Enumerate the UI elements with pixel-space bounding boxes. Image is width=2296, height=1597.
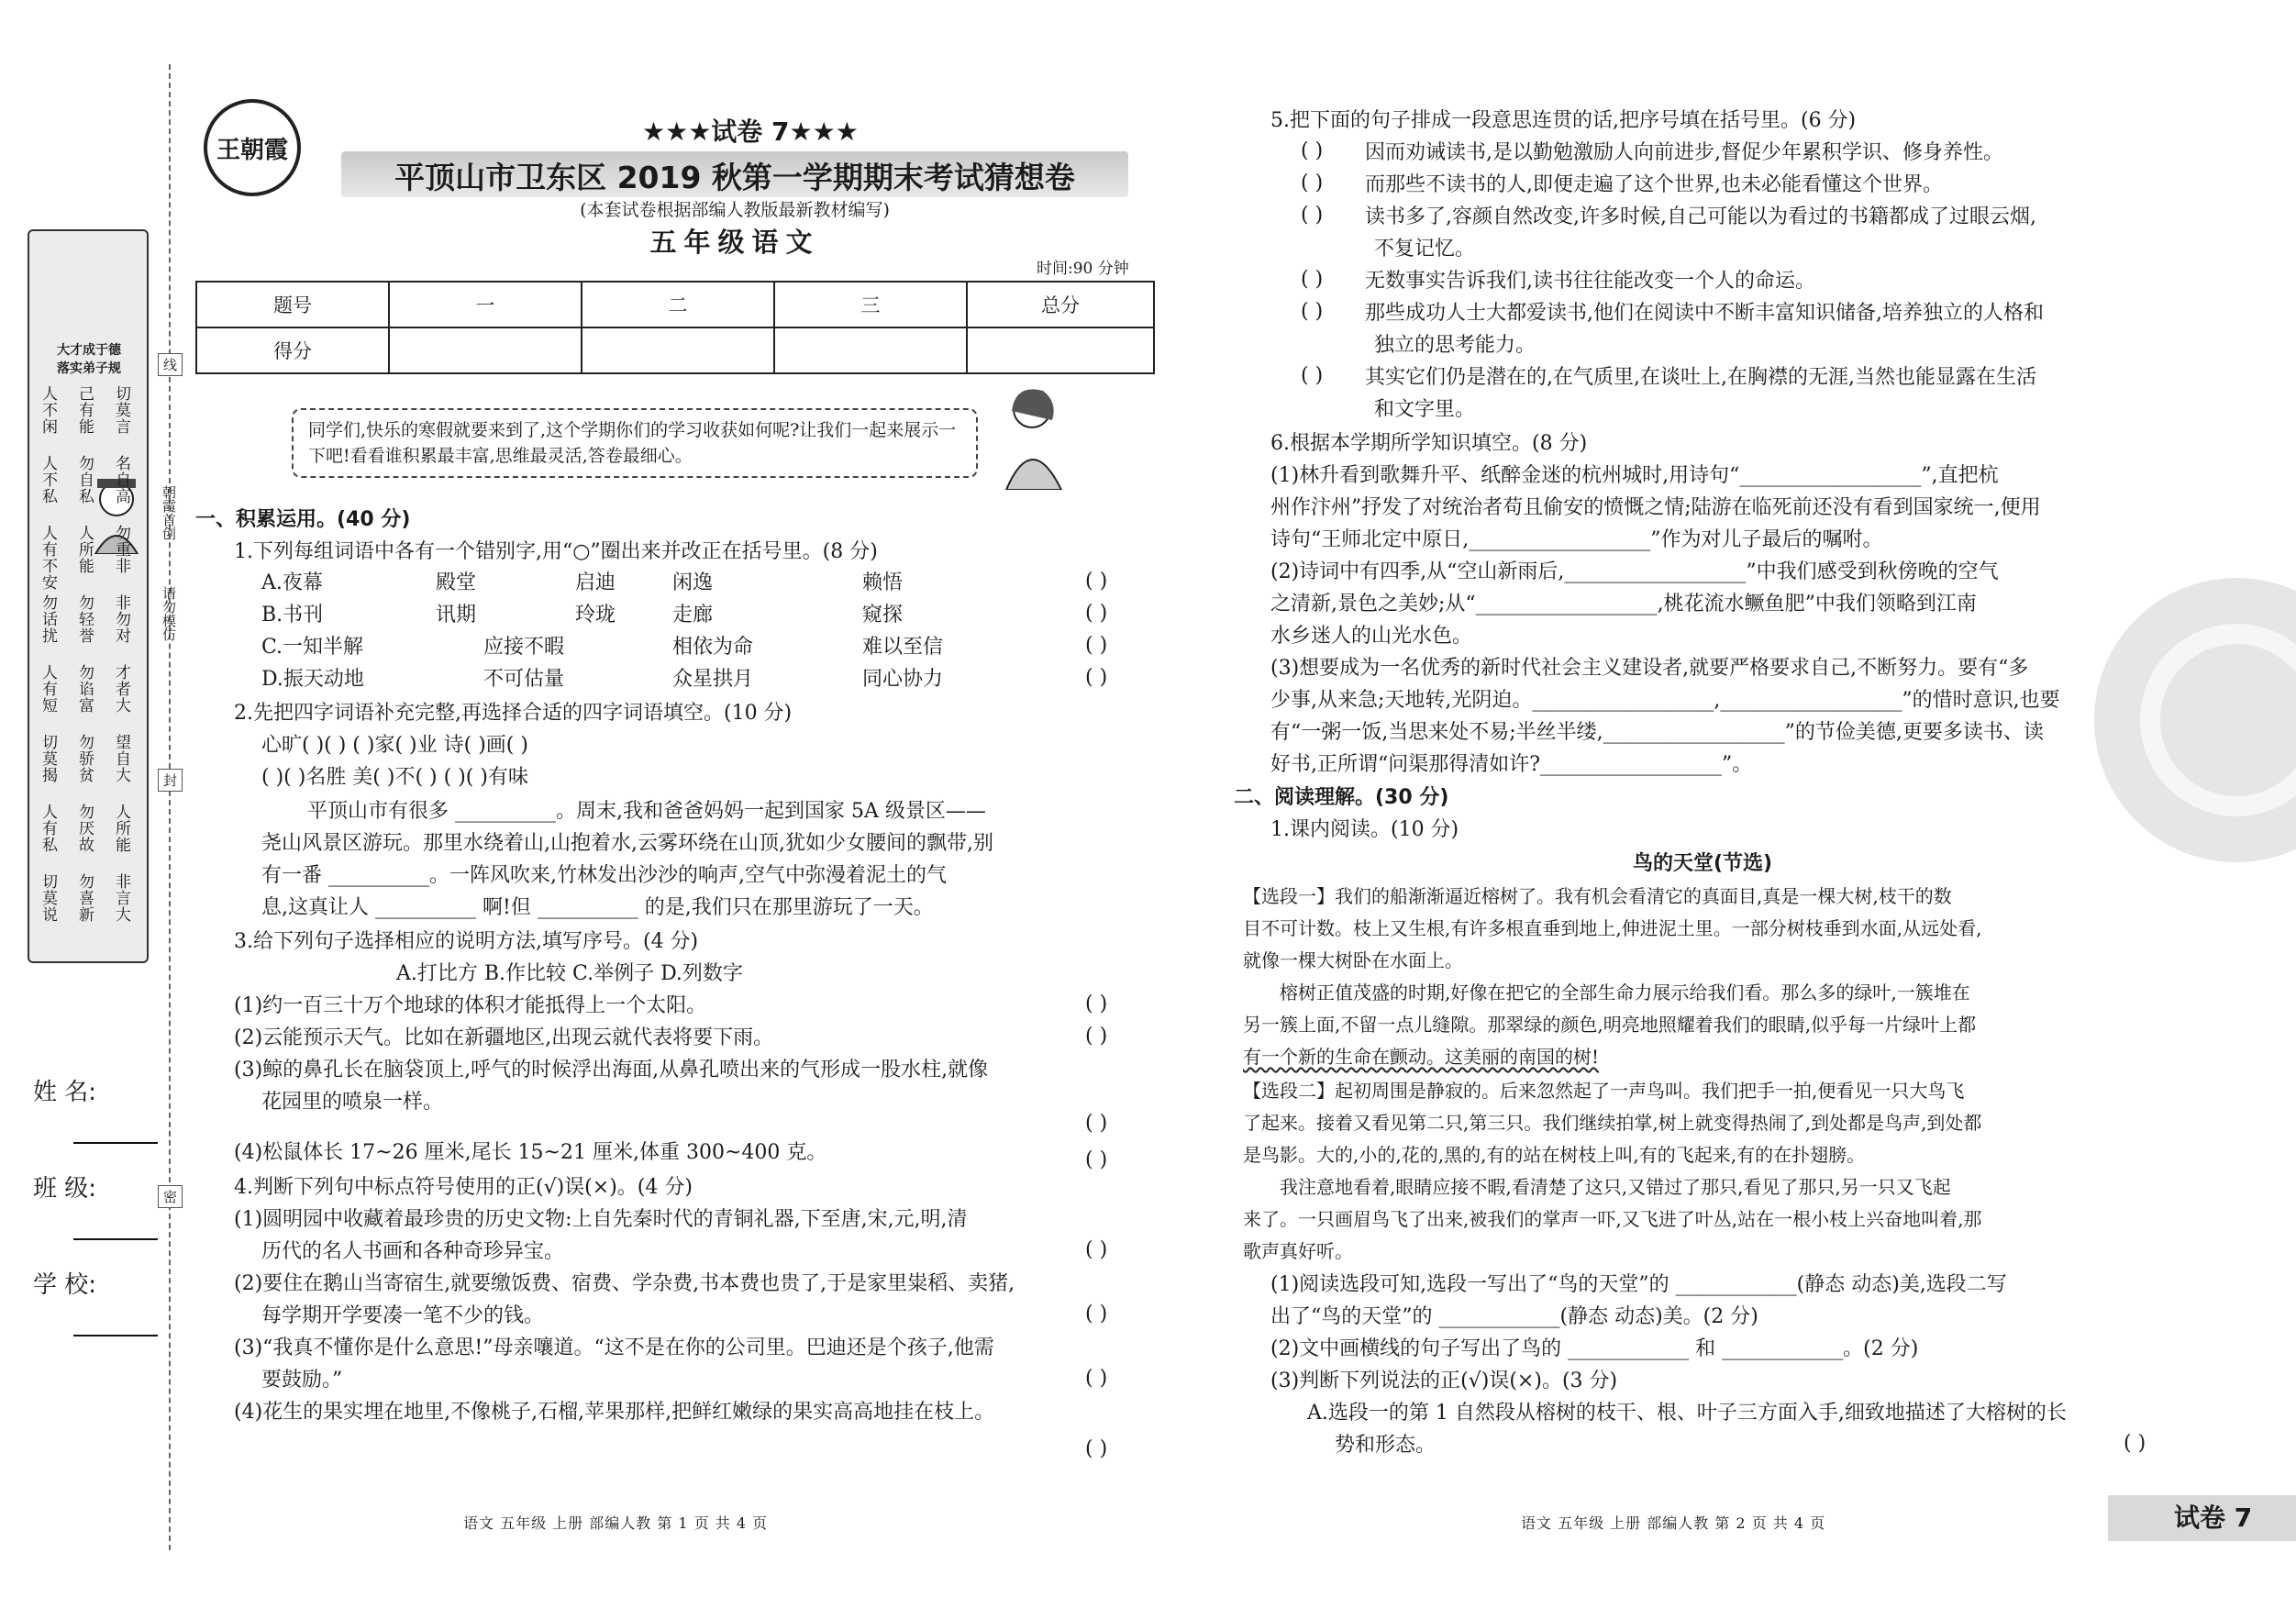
- sidebar-verses: [35, 385, 145, 943]
- answer-bracket[interactable]: ( ): [1085, 1437, 1108, 1460]
- q5-sentence: 和文字里。: [1374, 398, 1476, 421]
- q1-word: 赖悟: [862, 571, 904, 594]
- verse: 勿骄贫: [75, 734, 94, 783]
- q1-word: 不可估量: [483, 668, 565, 691]
- reading-question: (3)判断下列说法的正(√)误(×)。(3 分): [1270, 1370, 1618, 1392]
- q5-sentence: 无数事实告诉我们,读书往往能改变一个人的命运。: [1365, 270, 1815, 293]
- verse: 人有私: [39, 804, 57, 853]
- q1-word: D.振天动地: [261, 668, 364, 691]
- q3-item: 花园里的喷泉一样。: [261, 1091, 444, 1114]
- answer-bracket[interactable]: ( ): [1085, 666, 1108, 689]
- q6-line: (1)林升看到歌舞升平、纸醉金迷的杭州城时,用诗句“__________________”,直把杭: [1270, 464, 1999, 487]
- q6-line: 好书,正所谓“问渠那得清如许?__________________”。: [1270, 753, 1753, 776]
- q3-options: A.打比方 B.作比较 C.举例子 D.列数字: [396, 962, 743, 985]
- answer-bracket[interactable]: ( ): [1085, 993, 1108, 1015]
- answer-bracket[interactable]: ( ): [1085, 1238, 1108, 1261]
- paper-number: ★★★试卷 7★★★: [642, 116, 859, 147]
- q5-sentence: 而那些不读书的人,即便走遍了这个世界,也未必能看懂这个世界。: [1365, 173, 1943, 196]
- score-table-row: [196, 282, 1154, 327]
- q6-line: 有“一粥一饭,当思来处不易;半丝半缕,__________________”的节俭美德,更要多读书、读: [1270, 721, 2044, 744]
- q1-word: A.夜幕: [261, 571, 323, 594]
- q1-word: 闲逸: [672, 571, 714, 594]
- verse: 非勿对: [112, 594, 130, 644]
- cut-line: [169, 64, 171, 1550]
- student-school-field[interactable]: [73, 1335, 158, 1336]
- cut-label-seal: 封: [158, 769, 183, 792]
- q6-line: 少事,从来急;天地转,光阴迫。__________________,__________________”的惜时意识,也要: [1270, 689, 2060, 712]
- q4-item: (2)要住在鹅山当寄宿生,就要缴饭费、宿费、学杂费,书本费也贵了,于是家里粜稻、卖猪,: [234, 1272, 1015, 1295]
- answer-bracket[interactable]: ( ): [1301, 268, 1324, 291]
- verse: 人有短: [39, 664, 57, 714]
- q3-item: (3)鲸的鼻孔长在脑袋顶上,呼气的时候浮出海面,从鼻孔喷出来的气形成一股水柱,就像: [234, 1059, 989, 1081]
- score-input-cell[interactable]: [967, 327, 1154, 373]
- passage-line-underlined: 有一个新的生命在颤动。这美丽的南国的树!: [1243, 1046, 1600, 1068]
- subject-title: 五年级语文: [649, 227, 820, 258]
- cut-label-warning: 请勿模仿: [161, 586, 177, 641]
- answer-bracket[interactable]: ( ): [1085, 602, 1108, 625]
- q1-word: B.书刊: [261, 604, 324, 627]
- q6-line: 州作汴州”抒发了对统治者苟且偷安的愤慨之情;陆游在临死前还没有看到国家统一,便用: [1270, 496, 2041, 519]
- passage-line: 另一簇上面,不留一点儿缝隙。那翠绿的颜色,明亮地照耀着我们的眼睛,似乎每一片绿叶上都: [1243, 1014, 1977, 1036]
- answer-bracket[interactable]: ( ): [1085, 1367, 1108, 1390]
- verse: 勿谄富: [75, 664, 94, 714]
- answer-bracket[interactable]: ( ): [1085, 1148, 1108, 1171]
- answer-bracket[interactable]: ( ): [1085, 1303, 1108, 1325]
- q5-sentence: 独立的思考能力。: [1374, 334, 1536, 357]
- verse: 非言大: [112, 873, 130, 923]
- table-cell: 得分: [196, 327, 389, 373]
- verse: 切莫说: [39, 873, 57, 923]
- passage-line: 来了。一只画眉鸟飞了出来,被我们的掌声一吓,又飞进了叶丛,站在一根小枝上兴奋地叫着,那: [1243, 1208, 1982, 1230]
- q6-line: 水乡迷人的山光水色。: [1270, 625, 1473, 648]
- publisher-logo: [204, 99, 301, 196]
- q1-word: 众星拱月: [672, 668, 754, 691]
- passage-line: 了起来。接着又看见第二只,第三只。我们继续拍掌,树上就变得热闹了,到处都是鸟声,到处都: [1243, 1112, 1982, 1134]
- q4-prompt: 4.判断下列句中标点符号使用的正(√)误(×)。(4 分): [234, 1176, 693, 1199]
- q1-word: 窥探: [862, 604, 904, 627]
- reading-question: (2)文中画横线的句子写出了鸟的 ____________ 和 ____________。(2 分): [1270, 1337, 1919, 1360]
- logo-text: 王朝霞: [216, 136, 288, 164]
- answer-bracket[interactable]: ( ): [1085, 1025, 1108, 1048]
- cut-label-secret: 密: [158, 1185, 183, 1208]
- reading-question: A.选段一的第 1 自然段从榕树的枝干、根、叶子三方面入手,细致地描述了大榕树的长: [1307, 1402, 2067, 1425]
- q6-line: 之清新,景色之美妙;从“__________________,桃花流水鳜鱼肥”中我们领略到江南: [1270, 593, 1977, 616]
- section2-heading: 二、阅读理解。(30 分): [1234, 786, 1449, 809]
- verse: 名自高: [112, 455, 130, 505]
- score-input-cell[interactable]: [389, 327, 582, 373]
- q4-item: (4)花生的果实埋在地里,不像桃子,石榴,苹果那样,把鲜红嫩绿的果实高高地挂在枝上。: [234, 1401, 995, 1424]
- q1-word: 玲珑: [575, 604, 616, 627]
- q2-paragraph: 平顶山市有很多 __________。周末,我和爸爸妈妈一起到国家 5A 级景区——: [307, 800, 986, 823]
- q5-sentence: 那些成功人士大都爱读书,他们在阅读中不断丰富知识储备,培养独立的人格和: [1365, 302, 2044, 325]
- q1-word: 启迪: [575, 571, 616, 594]
- q4-item: (1)圆明园中收藏着最珍贵的历史文物:上自先秦时代的青铜礼器,下至唐,宋,元,明,清: [234, 1208, 968, 1231]
- reading1-prompt: 1.课内阅读。(10 分): [1270, 818, 1459, 841]
- score-table: [195, 281, 1155, 374]
- verse: 勿自私: [75, 455, 94, 505]
- q3-item: (1)约一百三十万个地球的体积才能抵得上一个太阳。: [234, 994, 707, 1017]
- answer-bracket[interactable]: ( ): [1301, 364, 1324, 387]
- verse: 人不私: [39, 455, 57, 505]
- student-school-label: 学 校:: [33, 1271, 97, 1299]
- passage-line: 是鸟影。大的,小的,花的,黑的,有的站在树枝上叫,有的飞起来,有的在扑翅膀。: [1243, 1144, 1866, 1166]
- answer-bracket[interactable]: ( ): [1085, 1112, 1108, 1135]
- score-table-row: [196, 327, 1154, 373]
- reading-question: 势和形态。: [1335, 1434, 1436, 1457]
- cut-label-line: 线: [158, 353, 183, 376]
- reading-question: (1)阅读选段可知,选段一写出了“鸟的天堂”的 ____________(静态 动态)美,选段二写: [1270, 1273, 2007, 1296]
- right-footer: 语文 五年级 上册 部编人教 第 2 页 共 4 页: [1521, 1514, 1826, 1532]
- q5-prompt: 5.把下面的句子排成一段意思连贯的话,把序号填在括号里。(6 分): [1270, 109, 1857, 132]
- passage-title: 鸟的天堂(节选): [1633, 852, 1773, 875]
- exam-time: 时间:90 分钟: [1037, 260, 1129, 278]
- q1-word: 走廊: [672, 604, 714, 627]
- motto-line-1: 大才成于德: [57, 343, 121, 358]
- answer-bracket[interactable]: ( ): [1085, 570, 1108, 593]
- verse: 勿厌故: [75, 804, 94, 853]
- verse: 望自大: [112, 734, 130, 783]
- exam-subtitle: (本套试卷根据部编人教版最新教材编写): [580, 200, 890, 220]
- table-cell: 题号: [196, 282, 389, 327]
- verse: 人所能: [75, 525, 94, 574]
- q4-item: 每学期开学要凑一笔不少的钱。: [261, 1304, 545, 1327]
- q1-word: 应接不暇: [483, 636, 565, 659]
- q6-line: 诗句“王师北定中原日,__________________”作为对儿子最后的嘱咐。: [1270, 528, 1883, 551]
- reading-question: 出了“鸟的天堂”的 ____________(静态 动态)美。(2 分): [1270, 1305, 1758, 1328]
- answer-bracket[interactable]: ( ): [1301, 300, 1324, 323]
- student-name-label: 姓 名:: [33, 1079, 97, 1106]
- score-input-cell[interactable]: [582, 327, 774, 373]
- verse: 切莫揭: [39, 734, 57, 783]
- q1-word: 殿堂: [436, 571, 477, 594]
- q6-line: (2)诗词中有四季,从“空山新雨后,__________________”中我们感受到秋傍晚的空气: [1270, 560, 1999, 583]
- table-cell: 总分: [967, 282, 1154, 327]
- passage-line: 就像一棵大树卧在水面上。: [1243, 949, 1463, 971]
- q1-word: 讯期: [436, 604, 477, 627]
- verse: 勿喜新: [75, 873, 94, 923]
- q4-item: 历代的名人书画和各种奇珍异宝。: [261, 1240, 565, 1263]
- table-cell: 二: [582, 282, 774, 327]
- teacher-figure-icon: [997, 383, 1070, 490]
- q1-prompt: 1.下列每组词语中各有一个错别字,用“○”圈出来并改正在括号里。(8 分): [234, 540, 878, 563]
- q6-line: (3)想要成为一名优秀的新时代社会主义建设者,就要严格要求自己,不断努力。要有“多: [1270, 657, 2029, 680]
- section1-heading: 一、积累运用。(40 分): [195, 508, 411, 531]
- score-input-cell[interactable]: [774, 327, 967, 373]
- q2-paragraph: 尧山风景区游玩。那里水绕着山,山抱着水,云雾环绕在山顶,犹如少女腰间的飘带,别: [261, 832, 993, 855]
- q3-item: (2)云能预示天气。比如在新疆地区,出现云就代表将要下雨。: [234, 1026, 774, 1049]
- q2-paragraph: 息,这真让人 __________ 啊!但 __________ 的是,我们只在那里游玩了一天。: [261, 896, 934, 919]
- passage-line: 我注意地看着,眼睛应接不暇,看清楚了这只,又错过了那只,看见了那只,另一只又飞起: [1280, 1176, 1951, 1198]
- verse: 切莫言: [112, 385, 130, 435]
- answer-bracket[interactable]: ( ): [1301, 139, 1324, 162]
- page-badge: 试卷 7: [2174, 1503, 2253, 1533]
- q1-word: 同心协力: [862, 668, 944, 691]
- table-cell: 三: [774, 282, 967, 327]
- q1-word: 难以至信: [862, 636, 944, 659]
- q4-item: 要鼓励。”: [261, 1369, 343, 1392]
- q1-word: 相依为命: [672, 636, 754, 659]
- table-cell: 一: [389, 282, 582, 327]
- passage-line: 【选段一】我们的船渐渐逼近榕树了。我有机会看清它的真面目,真是一棵大树,枝干的数: [1243, 885, 1952, 907]
- student-name-field[interactable]: [73, 1142, 158, 1144]
- student-class-label: 班 级:: [33, 1175, 97, 1203]
- q5-sentence: 读书多了,容颜自然改变,许多时候,自己可能以为看过的书籍都成了过眼云烟,: [1365, 205, 2036, 228]
- cut-label-brand: 朝霞首创: [161, 485, 177, 540]
- verse: 己有能: [75, 385, 94, 435]
- q5-sentence: 不复记忆。: [1374, 238, 1476, 261]
- exam-title: 平顶山市卫东区 2019 秋第一学期期末考试猜想卷: [394, 160, 1075, 195]
- q3-prompt: 3.给下列句子选择相应的说明方法,填写序号。(4 分): [234, 930, 699, 953]
- q2-words-row1: 心旷( )( ) ( )家( )业 诗( )画( ): [261, 734, 528, 757]
- q1-word: C.一知半解: [261, 636, 364, 659]
- answer-bracket[interactable]: ( ): [2124, 1432, 2146, 1455]
- verse: 勿轻誉: [75, 594, 94, 644]
- passage-line: 【选段二】起初周围是静寂的。后来忽然起了一声鸟叫。我们把手一拍,便看见一只大鸟飞: [1243, 1080, 1965, 1102]
- verse: 才者大: [112, 664, 130, 714]
- left-footer: 语文 五年级 上册 部编人教 第 1 页 共 4 页: [463, 1514, 769, 1532]
- verse: 人有不安: [39, 525, 57, 591]
- student-class-field[interactable]: [73, 1238, 158, 1240]
- verse: 勿话扰: [39, 594, 57, 644]
- q2-words-row2: ( )( )名胜 美( )不( ) ( )( )有味: [261, 766, 528, 789]
- verse: 人所能: [112, 804, 130, 853]
- verse: 勿重非: [112, 525, 130, 574]
- sidebar-motto: [33, 341, 145, 378]
- motto-line-2: 落实弟子规: [57, 361, 121, 376]
- q2-paragraph: 有一番 __________。一阵风吹来,竹林发出沙沙的响声,空气中弥漫着泥土的气: [261, 864, 947, 887]
- notice-box: 同学们,快乐的寒假就要来到了,这个学期你们的学习收获如何呢?让我们一起来展示一下吧!看看谁积累最丰富,思维最灵活,答卷最细心。: [292, 408, 978, 478]
- q5-sentence: 因而劝诫读书,是以勤勉激励人向前进步,督促少年累积学识、修身养性。: [1365, 141, 2003, 164]
- passage-line: 目不可计数。枝上又生根,有许多根直垂到地上,伸进泥土里。一部分树枝垂到水面,从远处看,: [1243, 917, 1982, 939]
- q4-item: (3)“我真不懂你是什么意思!”母亲嚷道。“这不是在你的公司里。巴迪还是个孩子,他需: [234, 1336, 994, 1359]
- q2-prompt: 2.先把四字词语补充完整,再选择合适的四字词语填空。(10 分): [234, 702, 793, 725]
- verse: 人不闲: [39, 385, 57, 435]
- q5-sentence: 其实它们仍是潜在的,在气质里,在谈吐上,在胸襟的无涯,当然也能显露在生活: [1365, 366, 2036, 389]
- passage-line: 榕树正值茂盛的时期,好像在把它的全部生命力展示给我们看。那么多的绿叶,一簇堆在: [1280, 981, 1970, 1004]
- answer-bracket[interactable]: ( ): [1085, 634, 1108, 657]
- passage-line: 歌声真好听。: [1243, 1240, 1353, 1262]
- answer-bracket[interactable]: ( ): [1301, 204, 1324, 227]
- q6-prompt: 6.根据本学期所学知识填空。(8 分): [1270, 432, 1588, 455]
- sidebar-panel: [28, 229, 149, 963]
- q3-item: (4)松鼠体长 17~26 厘米,尾长 15~21 厘米,体重 300~400 克。: [234, 1141, 827, 1164]
- answer-bracket[interactable]: ( ): [1301, 172, 1324, 194]
